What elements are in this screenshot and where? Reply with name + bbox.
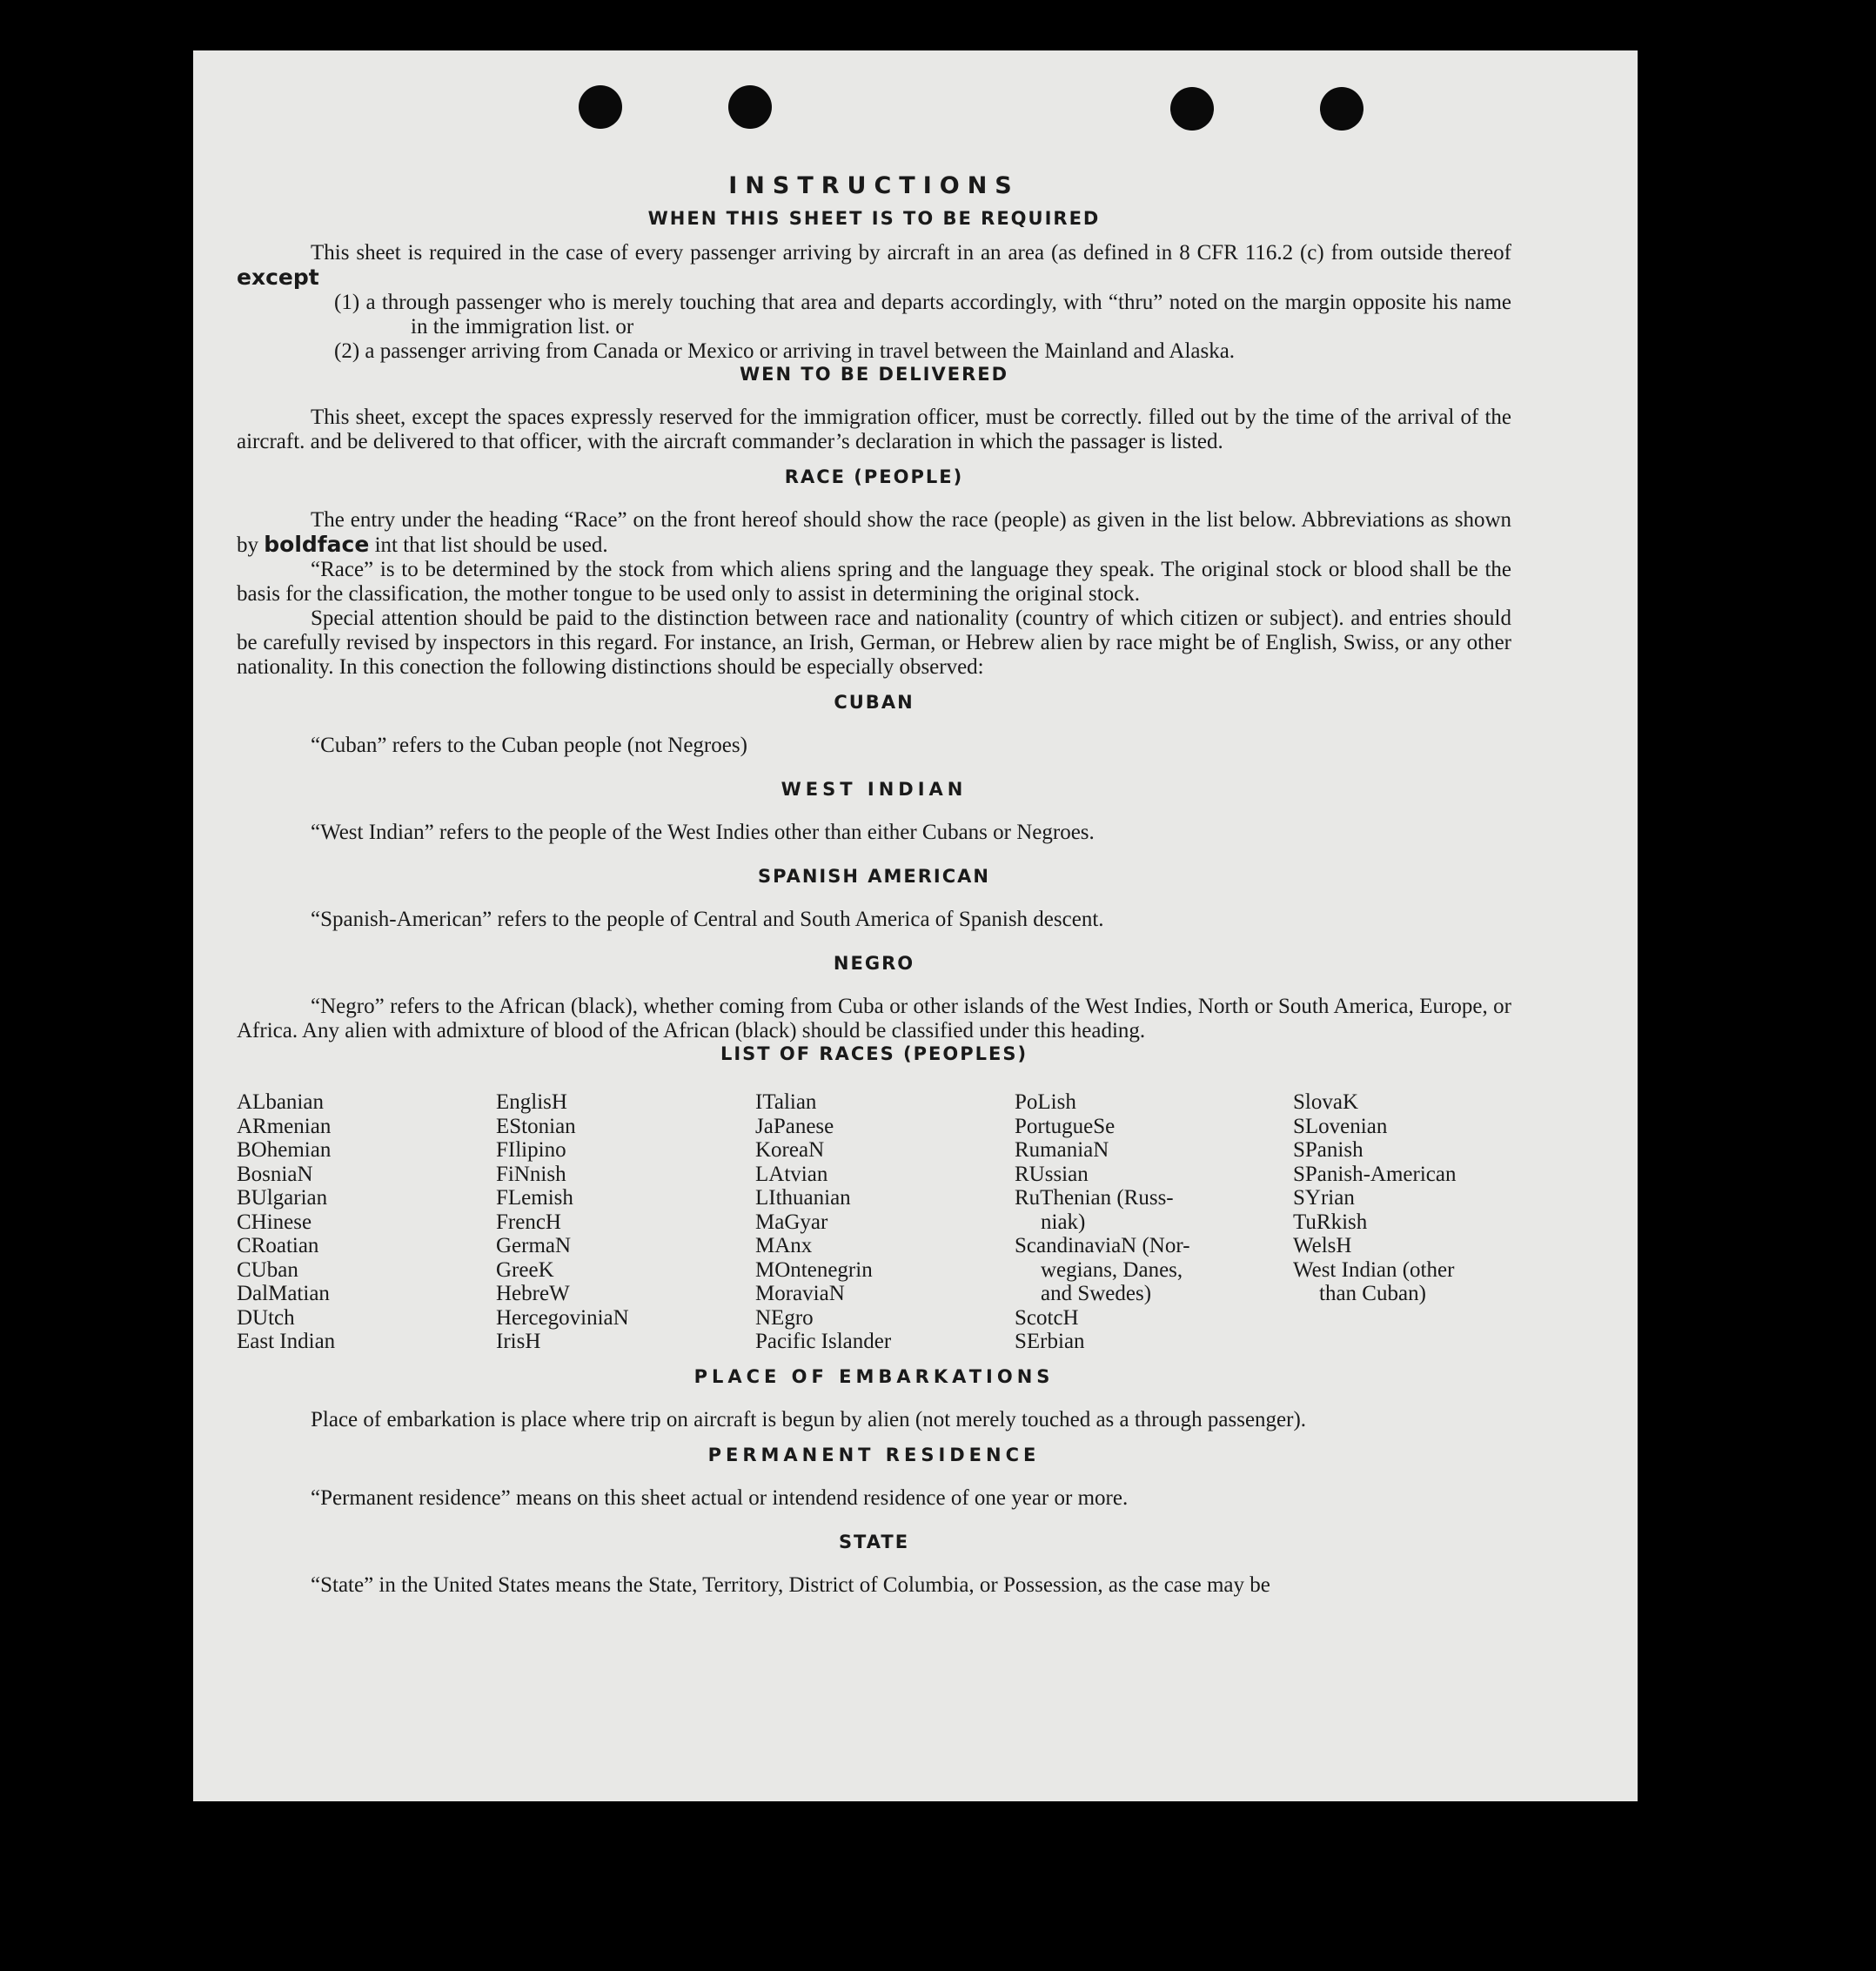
race-entry: East Indian	[237, 1330, 336, 1353]
race-entry: ALbanian	[237, 1090, 324, 1114]
paragraph-when-required	[237, 241, 1511, 291]
when-required-intro: This sheet is required in the case of every passenger arriving by aircraft in an area (as defined in 8 CFR 116.2 (c) from outside thereof	[311, 241, 1511, 265]
race-entry: TuRkish	[1293, 1210, 1368, 1234]
race-entry: CHinese	[237, 1210, 312, 1234]
race-entry: and Swedes)	[1041, 1282, 1152, 1305]
except-bold: except	[237, 265, 319, 290]
race-entry: FrencH	[496, 1210, 561, 1234]
paragraph-state: “State” in the United States means the State, Territory, District of Columbia, or Possession, as the case may be	[311, 1572, 1270, 1597]
race-entry: MoraviaN	[755, 1282, 845, 1305]
heading-west-indian: WEST INDIAN	[781, 779, 968, 800]
race-entry: DUtch	[237, 1305, 295, 1330]
race-entry: ITalian	[755, 1090, 817, 1114]
race-entry: WelsH	[1293, 1234, 1352, 1257]
race-entry: MaGyar	[755, 1210, 828, 1234]
heading-state: STATE	[838, 1531, 910, 1552]
race-entry: GermaN	[496, 1234, 572, 1257]
race-entry: PortugueSe	[1015, 1114, 1116, 1138]
race-entry: NEgro	[755, 1305, 814, 1330]
races-column-2	[496, 1090, 755, 1354]
races-column-4	[1015, 1090, 1293, 1354]
race-entry: ScotcH	[1015, 1305, 1079, 1330]
race-entry: CRoatian	[237, 1234, 319, 1257]
race-entry: EnglisH	[496, 1090, 567, 1114]
race-entry: RUssian	[1015, 1162, 1089, 1186]
paragraph-race-1	[237, 508, 1511, 558]
race-entry: BUlgarian	[237, 1186, 328, 1210]
paragraph-negro: “Negro” refers to the African (black), whether coming from Cuba or other islands of the West Indies, North or South America, Europe, or Africa. Any alien with admixture of blood of the African (black) should be classified under this heading.	[237, 995, 1511, 1042]
paragraph-embarkation: Place of embarkation is place where trip on aircraft is begun by alien (not merely touched as a through passenger).	[311, 1407, 1307, 1431]
boldface-word: boldface	[264, 532, 370, 557]
race-entry: RumaniaN	[1015, 1138, 1109, 1162]
paragraph-residence: “Permanent residence” means on this sheet actual or intendend residence of one year or more.	[311, 1485, 1129, 1510]
race-entry: SLovenian	[1293, 1114, 1388, 1138]
race-entry: BosniaN	[237, 1162, 313, 1186]
race-entry: LIthuanian	[755, 1186, 851, 1210]
race-entry: SPanish-American	[1293, 1162, 1457, 1186]
race-entry: HebreW	[496, 1282, 570, 1305]
heading-when-delivered: WEN TO BE DELIVERED	[739, 364, 1009, 385]
punch-hole	[1170, 87, 1214, 131]
race-entry: ScandinaviaN (Nor-	[1015, 1234, 1190, 1257]
races-column-5	[1293, 1090, 1511, 1354]
paragraph-spanish-american: “Spanish-American” refers to the people of Central and South America of Spanish descent.	[311, 908, 1104, 931]
races-column-1	[237, 1090, 496, 1354]
heading-race: RACE (PEOPLE)	[784, 466, 964, 487]
race-entry: niak)	[1041, 1210, 1086, 1234]
race-entry: SErbian	[1015, 1330, 1085, 1353]
race-entry: Pacific Islander	[755, 1330, 892, 1353]
race-entry: ARmenian	[237, 1114, 332, 1138]
race-p1-start: The entry under the heading “Race” on the front hereof should show the race (people) as given in the list below. Abbreviations as shown by	[237, 508, 1511, 557]
document-page	[193, 50, 1638, 1801]
races-column-3	[755, 1090, 1015, 1354]
heading-spanish-american: SPANISH AMERICAN	[758, 866, 990, 887]
race-entry: BOhemian	[237, 1138, 332, 1162]
heading-list-of-races: LIST OF RACES (PEOPLES)	[720, 1043, 1028, 1064]
heading-when-required: WHEN THIS SHEET IS TO BE REQUIRED	[647, 208, 1101, 229]
race-p1-end: int that list should be used.	[374, 533, 608, 557]
document-content	[237, 172, 1511, 1598]
race-entry: DalMatian	[237, 1282, 330, 1305]
race-entry: HercegoviniaN	[496, 1305, 629, 1330]
race-entry: PoLish	[1015, 1090, 1076, 1114]
heading-cuban: CUBAN	[834, 692, 915, 713]
races-list	[237, 1090, 1511, 1354]
race-entry: FiNnish	[496, 1162, 566, 1186]
race-entry: than Cuban)	[1319, 1282, 1426, 1305]
race-entry: GreeK	[496, 1257, 554, 1282]
paragraph-race-3: Special attention should be paid to the distinction between race and nationality (country of which citizen or subject). and entries should be carefully revised by inspectors in this regard. For instance, an Irish, German, or Hebrew alien by race might be of English, Swiss, or any other nationality. In this conection the following distinctions should be especially observed:	[237, 607, 1511, 679]
exception-item-2: (2) a passenger arriving from Canada or Mexico or arriving in travel between the Mainland and Alaska.	[334, 339, 1236, 363]
race-entry: MOntenegrin	[755, 1257, 873, 1282]
heading-embarkation: PLACE OF EMBARKATIONS	[693, 1365, 1055, 1387]
race-entry: JaPanese	[755, 1114, 834, 1138]
race-entry: CUban	[237, 1257, 298, 1282]
race-entry: KoreaN	[755, 1138, 825, 1162]
heading-negro: NEGRO	[833, 953, 915, 974]
paragraph-race-2: “Race” is to be determined by the stock from which aliens spring and the language they speak. The original stock or blood shall be the basis for the classification, the mother tongue to be used only to assist in determining the original stock.	[237, 558, 1511, 606]
paragraph-west-indian: “West Indian” refers to the people of the West Indies other than either Cubans or Negroes.	[311, 821, 1095, 844]
race-entry: SlovaK	[1293, 1090, 1358, 1114]
race-entry: FIlipino	[496, 1138, 566, 1162]
punch-hole	[579, 85, 622, 129]
punch-hole	[1320, 87, 1363, 131]
race-entry: FLemish	[496, 1186, 573, 1210]
race-entry: EStonian	[496, 1114, 576, 1138]
race-entry: LAtvian	[755, 1162, 828, 1186]
exception-item-1: (1) a through passenger who is merely touching that area and departs accordingly, with “thru” noted on the margin opposite his name in the immigration list. or	[334, 291, 1511, 339]
paragraph-cuban: “Cuban” refers to the Cuban people (not Negroes)	[311, 734, 747, 757]
race-entry: MAnx	[755, 1234, 813, 1257]
race-entry: West Indian (other	[1293, 1257, 1455, 1282]
paragraph-when-delivered: This sheet, except the spaces expressly reserved for the immigration officer, must be correctly. filled out by the time of the arrival of the aircraft. and be delivered to that officer, with the aircraft commander’s declaration in which the passager is listed.	[237, 406, 1511, 453]
race-entry: SYrian	[1293, 1186, 1355, 1210]
race-entry: SPanish	[1293, 1138, 1363, 1162]
race-entry: RuThenian (Russ-	[1015, 1186, 1174, 1210]
race-entry: IrisH	[496, 1330, 541, 1353]
page-title: INSTRUCTIONS	[728, 172, 1020, 199]
punch-hole	[728, 85, 772, 129]
heading-residence: PERMANENT RESIDENCE	[707, 1444, 1041, 1465]
race-entry: wegians, Danes,	[1041, 1257, 1183, 1282]
